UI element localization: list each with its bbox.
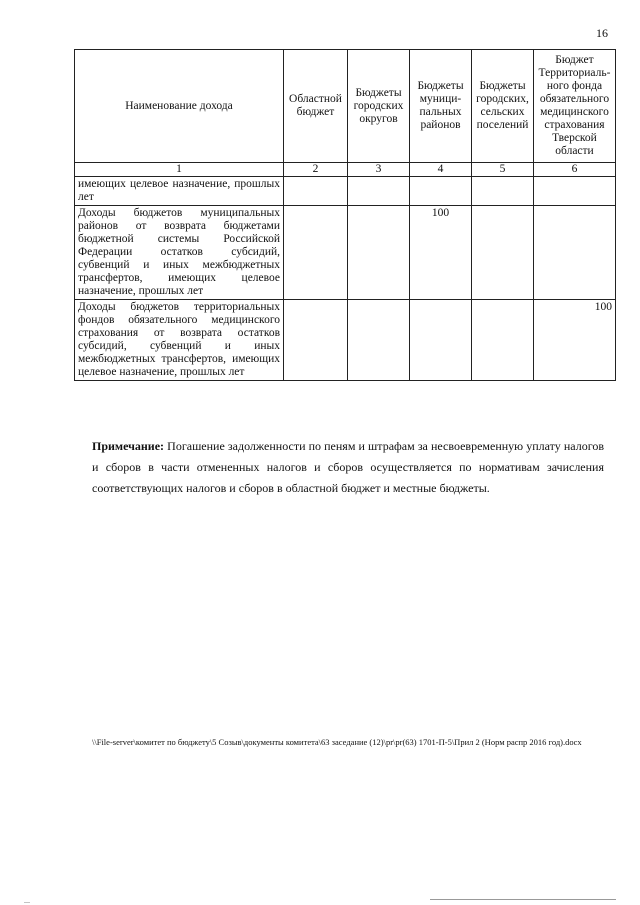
- column-number: 5: [472, 163, 534, 177]
- value-cell: 100: [534, 300, 616, 381]
- value-cell: [472, 300, 534, 381]
- note-paragraph: [92, 436, 604, 499]
- value-cell: [284, 300, 348, 381]
- page-number: 16: [596, 26, 608, 40]
- value-cell: [284, 206, 348, 300]
- income-name-cell: Доходы бюджетов территориальных фондов обязательного медицинского страхования от возврата остатков субсидий, субвенций и иных межбюджетных трансфертов, имеющих целевое назначение, прошлых лет: [75, 300, 284, 381]
- column-number: 6: [534, 163, 616, 177]
- header-income-name: Наименование дохода: [75, 50, 284, 163]
- income-name-cell: имеющих целевое назначение, прошлых лет: [75, 177, 284, 206]
- table-row: [75, 177, 616, 206]
- header-settlements: Бюджеты городских, сельских поселений: [472, 50, 534, 163]
- column-number: 4: [410, 163, 472, 177]
- value-cell: [410, 177, 472, 206]
- column-number: 2: [284, 163, 348, 177]
- header-regional-budget: Областной бюджет: [284, 50, 348, 163]
- table-row: [75, 300, 616, 381]
- header-territorial-fund: Бюджет Территориаль-ного фонда обязательного медицинского страхования Тверской области: [534, 50, 616, 163]
- value-cell: [348, 177, 410, 206]
- value-cell: [534, 177, 616, 206]
- column-number: 1: [75, 163, 284, 177]
- income-distribution-table: [74, 49, 616, 381]
- value-cell: [472, 177, 534, 206]
- note-label: Примечание:: [92, 439, 165, 453]
- scan-edge-line: [430, 899, 616, 900]
- value-cell: [472, 206, 534, 300]
- income-name-cell: Доходы бюджетов муниципальных районов от возврата бюджетами бюджетной системы Российской Федерации остатков субсидий, субвенций и иных межбюджетных трансфертов, имеющих целевое назначение, прошлых лет: [75, 206, 284, 300]
- value-cell: [410, 300, 472, 381]
- column-number: 3: [348, 163, 410, 177]
- column-number-row: [75, 163, 616, 177]
- footer-file-path: \\File-server\комитет по бюджету\5 Созыв\документы комитета\63 заседание (12)\pr\pr(63) 1701-П-5\Прил 2 (Норм распр 2016 год).docx: [92, 737, 582, 747]
- header-municipal-districts: Бюджеты муници-пальных районов: [410, 50, 472, 163]
- header-city-districts: Бюджеты городских округов: [348, 50, 410, 163]
- table-row: [75, 206, 616, 300]
- value-cell: [534, 206, 616, 300]
- note-text: Погашение задолженности по пеням и штрафам за несвоевременную уплату налогов и сборов в части отмененных налогов и сборов осуществляется по нормативам зачисления соответствующих налогов и сборов в областной бюджет и местные бюджеты.: [92, 439, 604, 495]
- value-cell: [348, 206, 410, 300]
- table-header-row: [75, 50, 616, 163]
- scan-artifact-dots: ...: [24, 896, 30, 905]
- value-cell: 100: [410, 206, 472, 300]
- value-cell: [284, 177, 348, 206]
- value-cell: [348, 300, 410, 381]
